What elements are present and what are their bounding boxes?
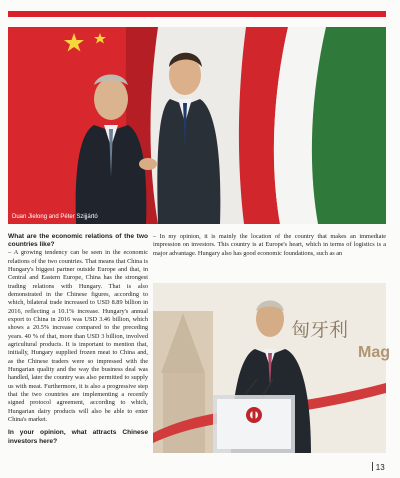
top-red-bar (8, 11, 386, 17)
answer-economic-relations: – A growing tendency can be seen in the economic relations of the two countries. That means that China is Hungary's biggest partner outside Europe and that, in Central and Eastern Europe, China has the strongest trading relations with Hungary. That is also demonstrated in the Chinese figures, according to which, bilateral trade increased to USD 8.89 billion in 2016, reflecting a 10.1% increase. Hungary's annual export to China in 2016 was USD 3.46 billion, which shows a 20.5% increase compared to the preceding years. 40 % of that, more than USD 3 billion, involved agricultural products. It is important to mention that, initially, Hungary supplied frozen meat to China and, as the Chinese traders were so impressed with the Hungarian quality and the way the business deal was handled, later the country was also permitted to supply us with meat. Furthermore, it is also a progressive step that the two countries are implementing a recently signed protocol agreement, according to which, Hungarian dairy products will also be able to enter China's market. (8, 249, 148, 424)
left-column (8, 233, 148, 446)
question-economic-relations: What are the economic relations of the two countries like? (8, 233, 148, 249)
page-number-text: 13 (375, 463, 385, 472)
page-number-divider (372, 462, 373, 471)
banner-cn-text: 匈牙利 (291, 319, 349, 341)
photo-speaker (153, 283, 390, 453)
banner-en-text: Mag (358, 344, 390, 361)
answer-investors: – In my opinion, it is mainly the location of the country that makes an immediate impression on investors. This country is at Europe's heart, which in terms of logistics is a major advantage. Hungary also has good economic foundations, such as an (153, 233, 386, 257)
photo-caption: Duan Jielong and Péter Szijjártó (12, 214, 98, 220)
question-investors: In your opinion, what attracts Chinese investors here? (8, 429, 148, 445)
right-column (153, 233, 386, 258)
photo-handshake (8, 27, 386, 224)
handshake-illustration (8, 27, 386, 224)
speaker-illustration (153, 283, 390, 453)
page-number (372, 462, 385, 472)
